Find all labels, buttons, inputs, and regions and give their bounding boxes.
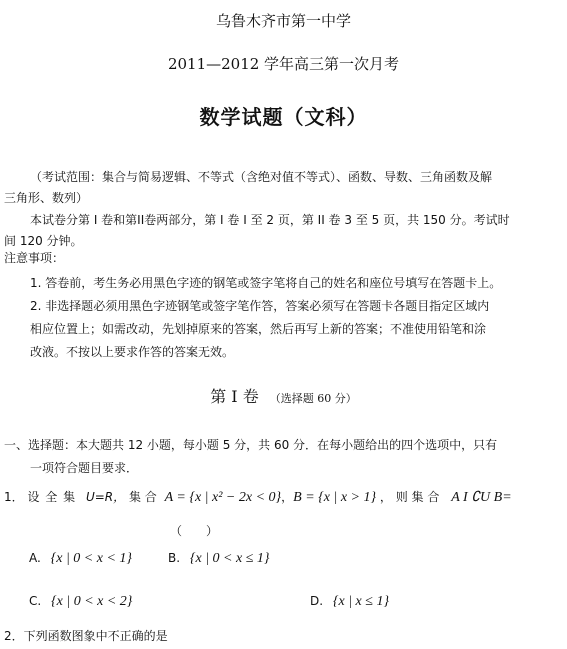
q1-answer-paren: （ ） — [170, 524, 219, 538]
q1-option-c — [29, 594, 132, 610]
q1-stem-c: ， 则 集 合 — [379, 490, 440, 504]
section-heading — [0, 384, 567, 407]
q1-expression: A I ∁U B= — [451, 490, 512, 505]
part1-line-1: 一、选择题：本大题共 12 小题，每小题 5 分，共 60 分．在每小题给出的四个选项中，只有 — [4, 438, 498, 452]
note-1: 1. 答卷前，考生务必用黑色字迹的钢笔或签字笔将自己的姓名和座位号填写在答题卡上。 — [30, 276, 502, 290]
q1-option-d — [310, 594, 389, 610]
q1-option-a-value: {x | 0 < x < 1} — [50, 551, 133, 566]
structure-line-2: 间 120 分钟。 — [4, 234, 83, 248]
paper-title: 数学试题（文科） — [199, 105, 368, 129]
q1-set-a: A = {x | x² − 2x < 0} — [164, 490, 282, 505]
exam-name: 2011—2012 学年高三第一次月考 — [167, 55, 400, 73]
part1-instructions — [4, 436, 497, 476]
part1-line-2: 一项符合题目要求． — [30, 461, 139, 475]
q1-option-b — [168, 551, 269, 567]
q1-option-a-label: A. — [29, 551, 41, 565]
question-1-stem — [4, 488, 512, 506]
notes-heading: 注意事项： — [4, 251, 65, 265]
q1-option-c-label: C. — [29, 594, 42, 608]
q1-option-a — [29, 551, 132, 567]
q1-option-d-value: {x | x ≤ 1} — [332, 594, 390, 609]
scope-line-2: 三角形、数列） — [4, 191, 89, 205]
note-2-line-2: 相应位置上；如需改动，先划掉原来的答案，然后再写上新的答案；不准使用铅笔和涂 — [30, 322, 487, 336]
school-name: 乌鲁木齐市第一中学 — [215, 12, 351, 30]
note-2-line-3: 改液。不按以上要求作答的答案无效。 — [30, 345, 235, 359]
q1-number: 1． — [4, 490, 24, 504]
q1-option-b-value: {x | 0 < x ≤ 1} — [189, 551, 270, 566]
exam-notes — [4, 168, 510, 366]
section-subtitle: （选择题 60 分） — [269, 392, 357, 405]
question-2-stem: 2．下列函数图象中不正确的是 — [4, 629, 168, 643]
q1-stem-b: 集 合 — [128, 490, 157, 504]
note-2-line-1: 2. 非选择题必须用黑色字迹钢笔或签字笔作答，答案必须写在答题卡各题目指定区域内 — [30, 299, 490, 313]
section-title: 第 I 卷 — [210, 387, 259, 406]
q1-option-b-label: B. — [168, 551, 181, 565]
q1-stem-a: 设 全 集 — [27, 490, 77, 504]
q1-option-c-value: {x | 0 < x < 2} — [51, 594, 133, 609]
scope-line-1: （考试范围：集合与简易逻辑、不等式（含绝对值不等式）、函数、导数、三角函数及解 — [30, 170, 493, 184]
structure-line-1: 本试卷分第 I 卷和第II卷两部分，第 I 卷 I 至 2 页，第 II 卷 3 至 5 页，共 150 分。考试时 — [30, 213, 510, 227]
q1-set-b: B = {x | x > 1} — [293, 490, 377, 505]
q1-option-d-label: D. — [310, 594, 324, 608]
q1-comma: ， — [281, 490, 294, 504]
q1-universe: U=R， — [85, 490, 126, 504]
